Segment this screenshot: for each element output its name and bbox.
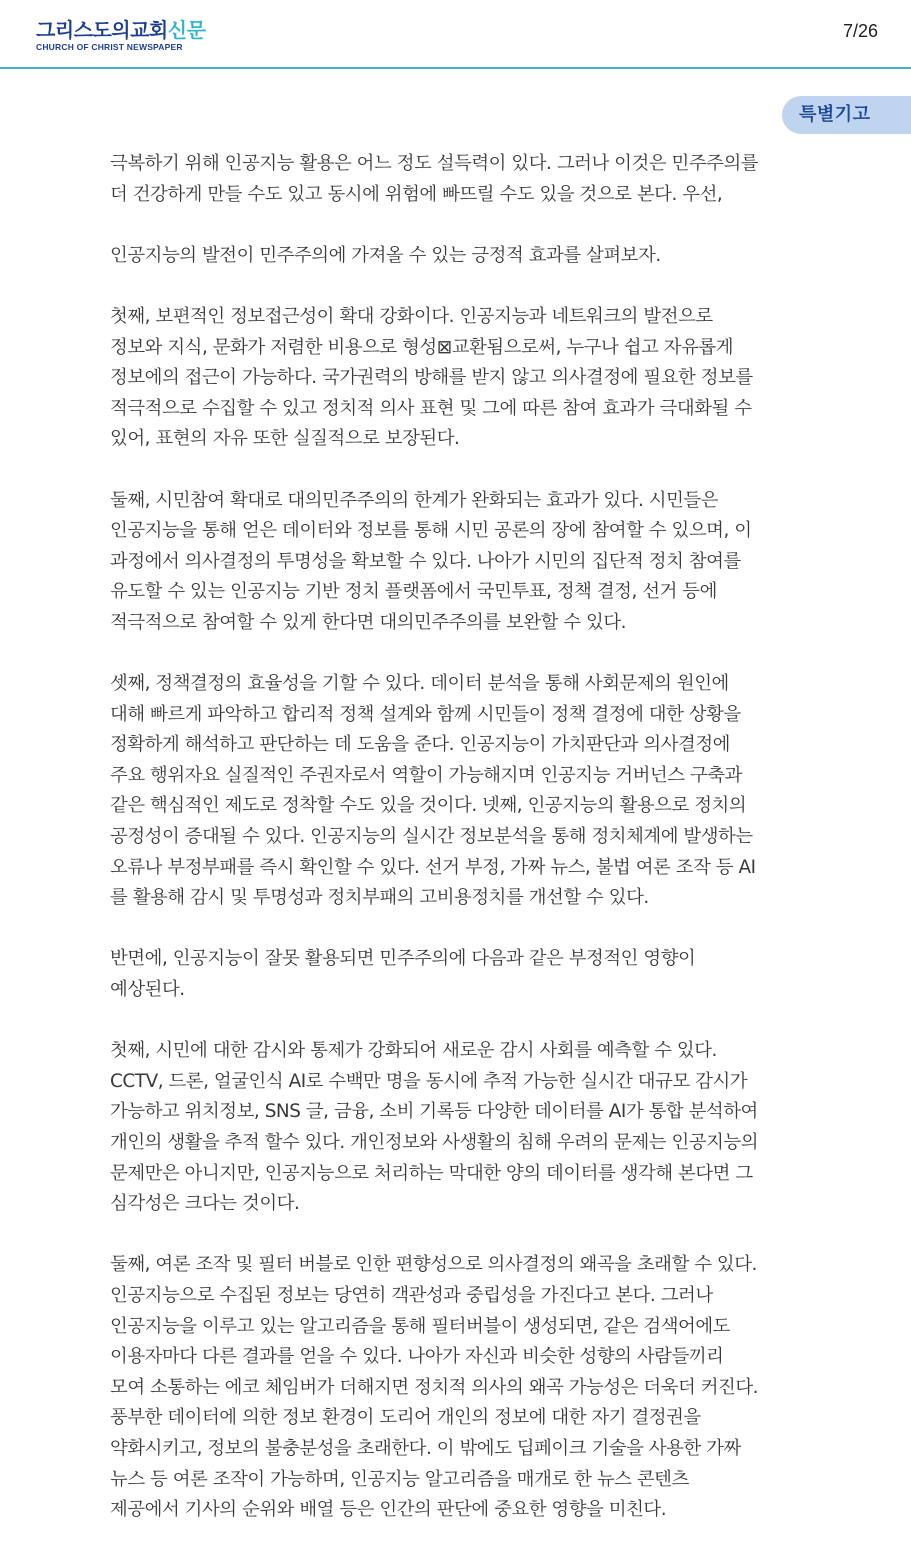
- article-line: 둘째, 시민참여 확대로 대의민주주의의 한계가 완화되는 효과가 있다. 시민들은: [110, 489, 719, 511]
- article-line: 뉴스 등 여론 조작이 가능하며, 인공지능 알고리즘을 매개로 한 뉴스 콘텐츠: [110, 1468, 689, 1490]
- article-paragraph: [110, 669, 820, 914]
- article-line: 제공에서 기사의 순위와 배열 등은 인간의 판단에 중요한 영향을 미친다.: [110, 1499, 667, 1521]
- article-line: 모여 소통하는 에코 체임버가 더해지면 정치적 의사의 왜곡 가능성은 더욱더 커진다.: [110, 1376, 759, 1398]
- article-line: 정보와 지식, 문화가 저렴한 비용으로 형성⊠교환됨으로써, 누구나 쉽고 자유롭게: [110, 336, 734, 358]
- section-badge: 특별기고: [782, 96, 911, 134]
- article-line: 있어, 표현의 자유 또한 실질적으로 보장된다.: [110, 428, 460, 450]
- article-paragraph: [110, 1036, 820, 1220]
- article-paragraph: [110, 1250, 820, 1525]
- article-line: 풍부한 데이터에 의한 정보 환경이 도리어 개인의 정보에 대한 자기 결정권을: [110, 1407, 701, 1429]
- article-body: [110, 149, 820, 1556]
- article-line: 셋째, 정책결정의 효율성을 기할 수 있다. 데이터 분석을 통해 사회문제의 원인에: [110, 673, 729, 695]
- page-header: [0, 0, 911, 69]
- article-line: 더 건강하게 만들 수도 있고 동시에 위험에 빠뜨릴 수도 있을 것으로 본다. 우선,: [110, 183, 723, 205]
- article-line: 인공지능을 이루고 있는 알고리즘을 통해 필터버블이 생성되면, 같은 검색어에도: [110, 1315, 730, 1337]
- article-line: 공정성이 증대될 수 있다. 인공지능의 실시간 정보분석을 통해 정치체계에 발생하는: [110, 826, 753, 848]
- newspaper-logo[interactable]: [36, 19, 205, 53]
- article-line: CCTV, 드론, 얼굴인식 AI로 수백만 명을 동시에 추적 가능한 실시간 대규모 감시가: [110, 1070, 748, 1092]
- article-line: 이용자마다 다른 결과를 얻을 수 있다. 나아가 자신과 비슷한 성향의 사람들끼리: [110, 1346, 724, 1368]
- article-line: 인공지능을 통해 얻은 데이터와 정보를 통해 시민 공론의 장에 참여할 수 있으며, 이: [110, 520, 752, 542]
- article-line: 적극적으로 수집할 수 있고 정치적 의사 표현 및 그에 따른 참여 효과가 극대화될 수: [110, 397, 752, 419]
- article-paragraph: [110, 302, 820, 455]
- page-number: 7/26: [842, 21, 878, 41]
- article-line: 가능하고 위치정보, SNS 글, 금융, 소비 기록등 다양한 데이터를 AI가 통합 분석하여: [110, 1101, 758, 1123]
- article-line: 오류나 부정부패를 즉시 확인할 수 있다. 선거 부정, 가짜 뉴스, 불법 여론 조작 등 AI: [110, 856, 756, 878]
- article-line: 인공지능의 발전이 민주주의에 가져올 수 있는 긍정적 효과를 살펴보자.: [110, 244, 661, 266]
- logo-title-accent: 신문: [167, 18, 206, 42]
- article-line: 둘째, 여론 조작 및 필터 버블로 인한 편향성으로 의사결정의 왜곡을 초래할 수 있다.: [110, 1254, 757, 1276]
- logo-title-main: 그리스도의교회: [36, 18, 168, 42]
- article-paragraph: [110, 149, 820, 210]
- article-line: 첫째, 보편적인 정보접근성이 확대 강화이다. 인공지능과 네트워크의 발전으로: [110, 305, 713, 327]
- article-line: 과정에서 의사결정의 투명성을 확보할 수 있다. 나아가 시민의 집단적 정치 참여를: [110, 550, 741, 572]
- article-line: 첫째, 시민에 대한 감시와 통제가 강화되어 새로운 감시 사회를 예측할 수 있다.: [110, 1040, 717, 1062]
- article-line: 같은 핵심적인 제도로 정착할 수도 있을 것이다. 넷째, 인공지능의 활용으로 정치의: [110, 795, 747, 817]
- article-line: 대해 빠르게 파악하고 합리적 정책 설계와 함께 시민들이 정책 결정에 대한 상황을: [110, 703, 741, 725]
- article-line: 문제만은 아니지만, 인공지능으로 처리하는 막대한 양의 데이터를 생각해 본다면 그: [110, 1162, 753, 1184]
- article-line: 예상된다.: [110, 979, 185, 1001]
- article-line: 정확하게 해석하고 판단하는 데 도움을 준다. 인공지능이 가치판단과 의사결정에: [110, 734, 730, 756]
- article-line: 정보에의 접근이 가능하다. 국가권력의 방해를 받지 않고 의사결정에 필요한 정보를: [110, 367, 753, 389]
- article-line: 개인의 생활을 추적 할수 있다. 개인정보와 사생활의 침해 우려의 문제는 인공지능의: [110, 1132, 759, 1153]
- article-line: 심각성은 크다는 것이다.: [110, 1193, 300, 1215]
- article-paragraph: [110, 944, 820, 1005]
- article-line: 극복하기 위해 인공지능 활용은 어느 정도 설득력이 있다. 그러나 이것은 민주주의를: [110, 153, 759, 174]
- article-line: 적극적으로 참여할 수 있게 한다면 대의민주주의를 보완할 수 있다.: [110, 611, 627, 633]
- article-line: 를 활용해 감시 및 투명성과 정치부패의 고비용정치를 개선할 수 있다.: [110, 887, 649, 909]
- article-line: 반면에, 인공지능이 잘못 활용되면 민주주의에 다음과 같은 부정적인 영향이: [110, 948, 696, 970]
- article-line: 인공지능으로 수집된 정보는 당연히 객관성과 중립성을 가진다고 본다. 그러나: [110, 1284, 713, 1306]
- article-line: 주요 행위자요 실질적인 주권자로서 역할이 가능해지며 인공지능 거버넌스 구축과: [110, 764, 742, 786]
- article-paragraph: [110, 241, 820, 272]
- logo-title: [36, 19, 205, 41]
- article-paragraph: [110, 486, 820, 639]
- article-line: 약화시키고, 정보의 불충분성을 초래한다. 이 밖에도 딥페이크 기술을 사용한 가짜: [110, 1437, 741, 1459]
- logo-subtitle: CHURCH OF CHRIST NEWSPAPER: [36, 42, 183, 52]
- article-line: 유도할 수 있는 인공지능 기반 정치 플랫폼에서 국민투표, 정책 결정, 선거 등에: [110, 581, 717, 603]
